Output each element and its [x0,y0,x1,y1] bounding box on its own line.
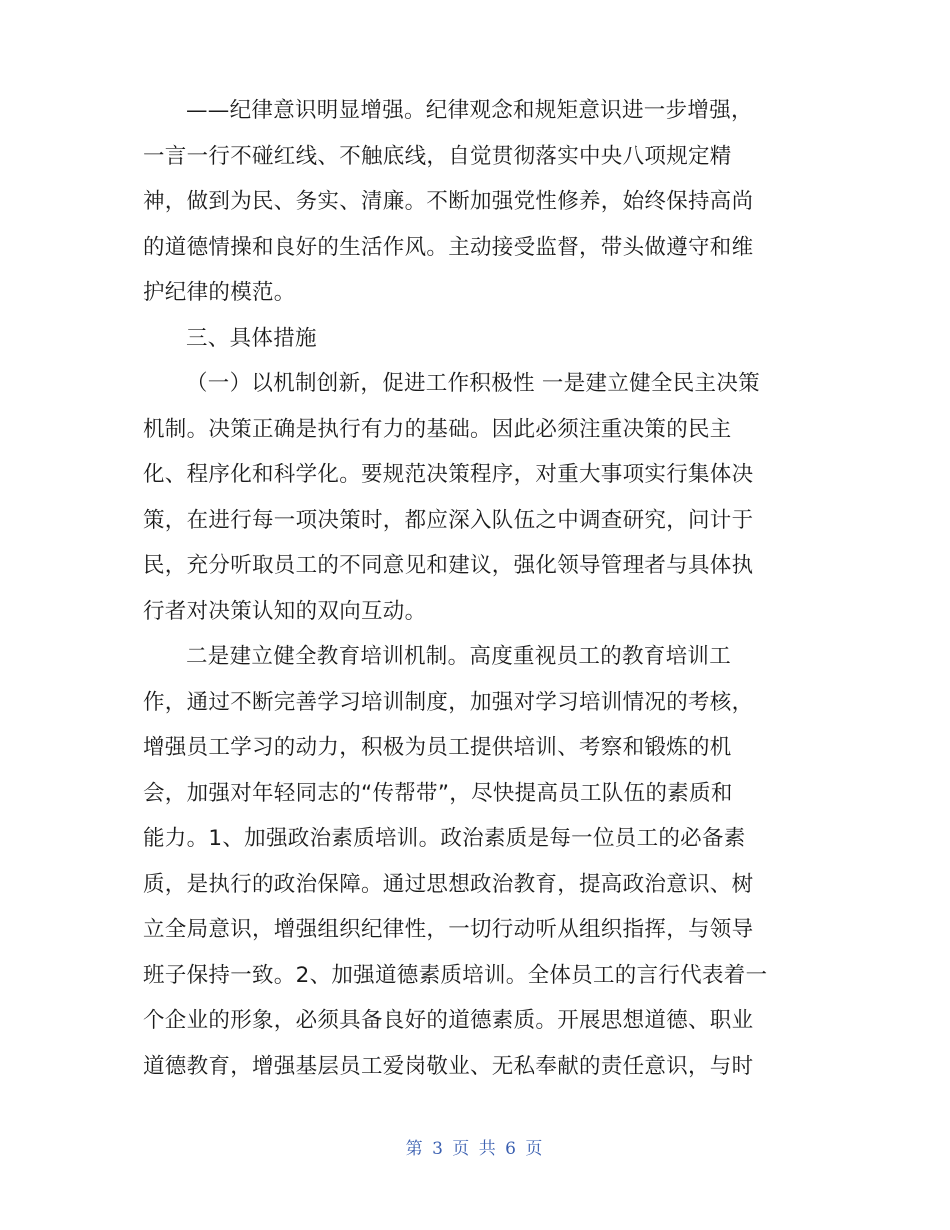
paragraph-line: 行者对决策认知的双向互动。 [143,598,427,624]
paragraph-line: 立全局意识，增强组织纪律性，一切行动听从组织指挥，与领导 [143,917,754,942]
paragraph-line: 机制。决策正确是执行有力的基础。因此必须注重决策的民主 [143,416,732,442]
paragraph-line: 的道德情操和良好的生活作风。主动接受监督，带头做遵守和维 [143,234,754,260]
page-number-footer: 第 3 页 共 6 页 [405,1139,545,1159]
document-body [143,88,813,1089]
paragraph-line: 能力。1、加强政治素质培训。政治素质是每一位员工的必备素 [143,826,746,851]
section-heading: 三、具体措施 [186,325,317,351]
paragraph-line: 会，加强对年轻同志的“传帮带”，尽快提高员工队伍的素质和 [143,780,733,806]
paragraph-line: 神，做到为民、务实、清廉。不断加强党性修养，始终保持高尚 [143,189,754,214]
paragraph-line: 个企业的形象，必须具备良好的道德素质。开展思想道德、职业 [143,1008,754,1033]
paragraph-line: 二是建立健全教育培训机制。高度重视员工的教育培训工 [186,644,732,669]
subsection-heading: （一）以机制创新，促进工作积极性 一是建立健全民主决策 [186,371,760,396]
paragraph-line: 质，是执行的政治保障。通过思想政治教育，提高政治意识、树 [143,871,754,897]
paragraph-line: 民，充分听取员工的不同意见和建议，强化领导管理者与具体执 [143,553,754,578]
paragraph-line: 护纪律的模范。 [143,280,296,305]
paragraph-line: 化、程序化和科学化。要规范决策程序，对重大事项实行集体决 [143,462,754,487]
paragraph-line: 增强员工学习的动力，积极为员工提供培训、考察和锻炼的机 [143,735,732,760]
paragraph-line: 策，在进行每一项决策时，都应深入队伍之中调查研究，问计于 [143,507,754,533]
paragraph-line: ——纪律意识明显增强。纪律观念和规矩意识进一步增强， [186,98,753,123]
paragraph-line: 班子保持一致。2、加强道德素质培训。全体员工的言行代表着一 [143,962,768,988]
paragraph-line: 作，通过不断完善学习培训制度，加强对学习培训情况的考核， [143,689,754,715]
paragraph-line: 道德教育，增强基层员工爱岗敬业、无私奉献的责任意识，与时 [143,1053,754,1079]
paragraph-line: 一言一行不碰红线、不触底线，自觉贯彻落实中央八项规定精 [143,143,732,169]
